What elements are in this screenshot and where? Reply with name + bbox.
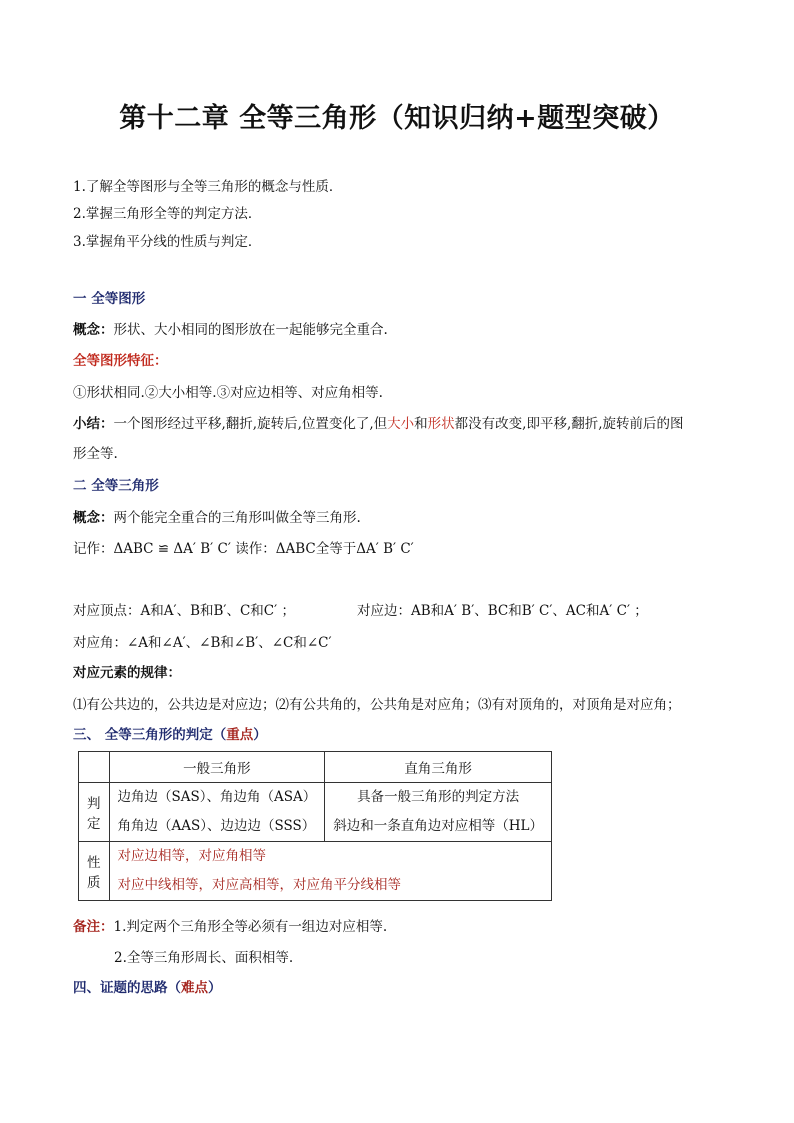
rule-heading: 对应元素的规律： [73,665,181,681]
table-row-judge [79,783,552,842]
concept-text: 形状、大小相同的图形放在一起能够完全重合. [113,322,388,338]
paren-open: （ [167,980,181,996]
summary-text-a: 一个图形经过平移,翻折,旋转后,位置变化了,但 [113,416,388,432]
summary-text-b: 都没有改变,即平移,翻折,旋转前后的图 [454,416,684,432]
corresponding-angles: 对应角：∠A和∠A′、∠B和∠B′、∠C和∠C′ [73,635,332,651]
concept-text: 两个能完全重合的三角形叫做全等三角形. [113,510,361,526]
page-title: 第十二章 全等三角形（知识归纳+题型突破） [119,103,675,134]
judge-right-cell [325,783,552,842]
summary-line-2: 形全等. [73,446,118,462]
paren-open: （ [212,727,227,743]
concept-label: 概念： [73,510,114,526]
congruence-criteria-table [78,751,552,901]
paren-close: ） [253,727,267,743]
judge-right-line-1: 具备一般三角形的判定方法 [357,789,520,805]
key-point-label: 重点 [226,727,254,743]
section3-heading [73,726,267,744]
section4-heading [73,979,222,997]
rule-text: ⑴有公共边的，公共边是对应边；⑵有公共角的，公共角是对应角；⑶有对顶角的，对顶角是对应角； [73,697,681,713]
section2-concept [73,509,361,527]
judge-right-line-2: 斜边和一条直角边对应相等（HL） [333,818,543,834]
property-line-1: 对应边相等，对应角相等 [117,848,266,864]
judge-general-line-2: 角角边（AAS）、边边边（SSS） [117,818,316,834]
note-text-1: 1.判定两个三角形全等必须有一组边对应相等. [113,919,388,935]
summary-label: 小结： [73,416,114,432]
note-line-2: 2.全等三角形周长、面积相等. [114,950,294,966]
table-row-property [79,842,552,901]
notation-line: 记作：ΔABC ≌ ΔA′ B′ C′ 读作：ΔABC全等于ΔA′ B′ C′ [73,541,414,557]
summary-size: 大小 [387,416,415,432]
table-corner-cell [79,752,110,783]
section3-title: 三、 全等三角形的判定 [73,727,213,743]
feature-list: ①形状相同.②大小相等.③对应边相等、对应角相等. [73,385,383,401]
section4-title: 四、证题的思路 [73,980,168,996]
paren-close: ） [208,980,222,996]
objective-1: 1.了解全等图形与全等三角形的概念与性质． [73,179,343,195]
table-header-row [79,752,552,783]
feature-heading: 全等图形特征： [73,353,168,369]
header-general-triangle: 一般三角形 [109,752,325,783]
judge-general-line-1: 边角边（SAS）、角边角（ASA） [117,789,317,805]
section2-heading: 二 全等三角形 [73,478,159,494]
property-line-2: 对应中线相等，对应高相等，对应角平分线相等 [117,877,401,893]
corresponding-vertices: 对应顶点：A和A′、B和B′、C和C′ ； [73,603,295,619]
corresponding-sides: 对应边：AB和A′ B′、BC和B′ C′、AC和A′ C′ ； [357,603,648,619]
property-cell [109,842,552,901]
row-label-property: 性质 [79,842,110,901]
difficulty-label: 难点 [181,980,208,996]
summary-and: 和 [414,416,428,432]
judge-general-cell [109,783,325,842]
row-label-judge: 判定 [79,783,110,842]
objective-3: 3.掌握角平分线的性质与判定． [73,234,262,250]
section1-concept [73,321,388,339]
objective-2: 2.掌握三角形全等的判定方法． [73,206,262,222]
note-line-1 [73,918,387,936]
note-label: 备注： [73,919,114,935]
section1-heading: 一 全等图形 [73,291,146,307]
summary-shape: 形状 [427,416,455,432]
header-right-triangle: 直角三角形 [325,752,552,783]
concept-label: 概念： [73,322,114,338]
summary-line-1 [73,415,684,433]
